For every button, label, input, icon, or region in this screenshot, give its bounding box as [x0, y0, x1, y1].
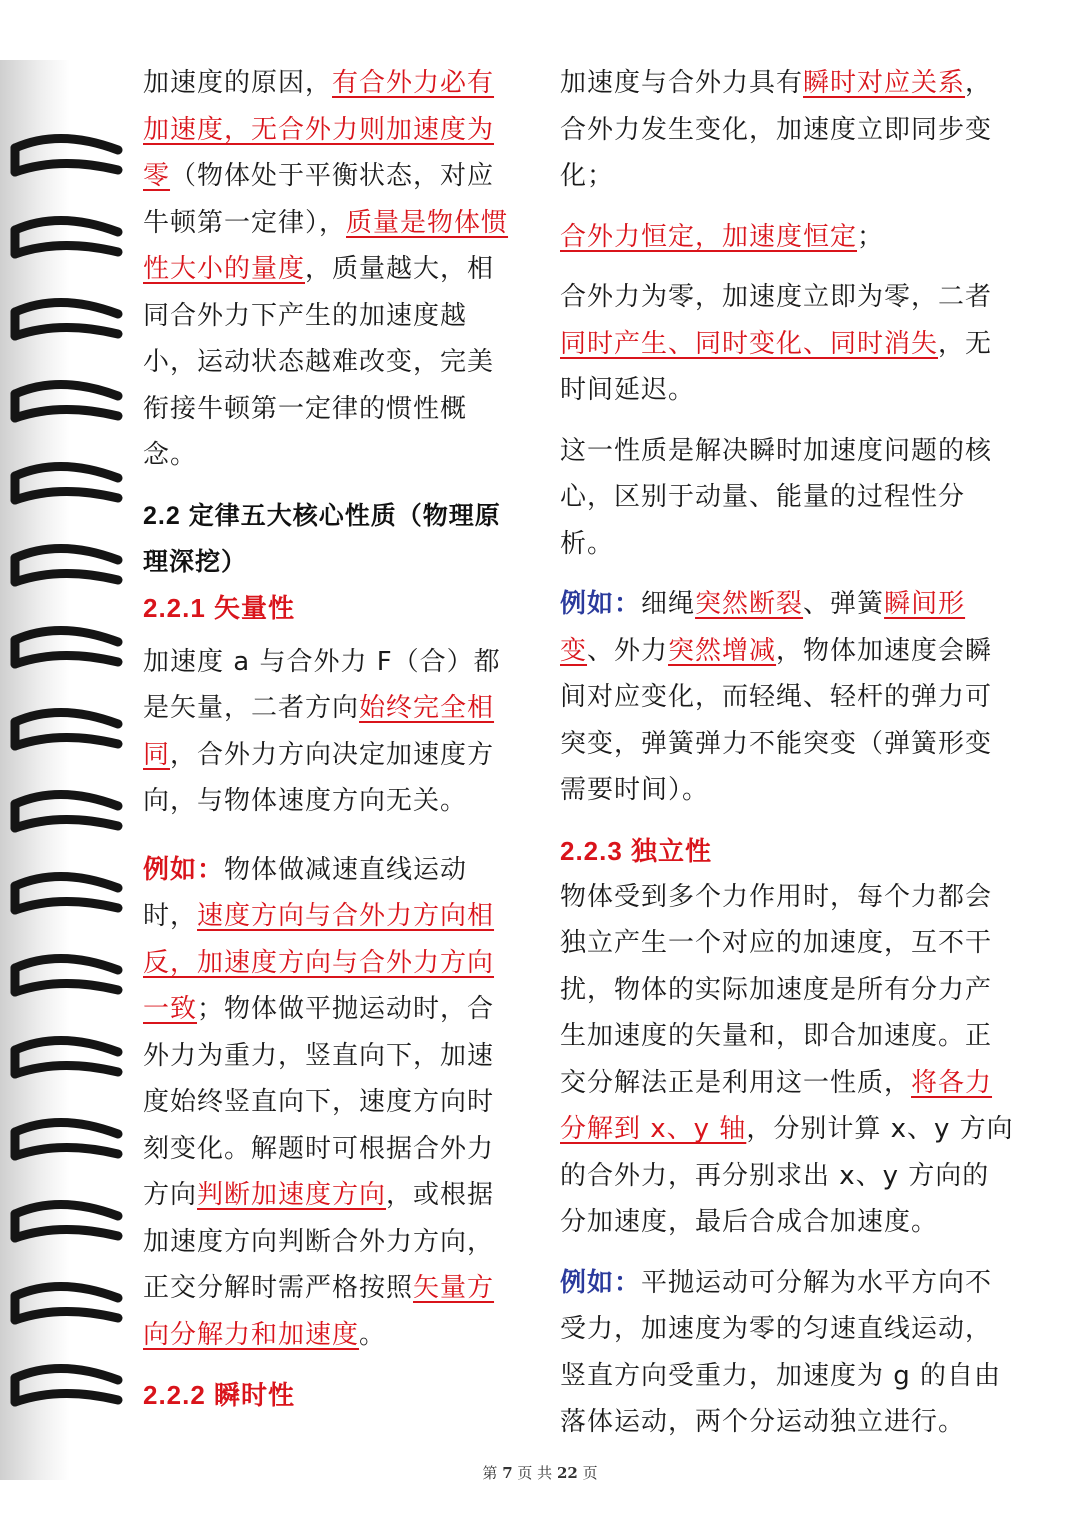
- paragraph-vector-example: [143, 847, 513, 1359]
- text-run: 加速度 a 与合外力 F（合）都是矢量，二者方向: [143, 646, 501, 723]
- text-run: ；物体做平抛运动时，合外力为重力，竖直向下，加速度始终竖直向下，速度方向时刻变化。解题时可根据合外力方向: [143, 994, 495, 1210]
- text-run: ；: [857, 221, 885, 252]
- text-run: ，或根据加速度方向判断合外力方向，正交分解时需严格按照: [143, 1180, 495, 1303]
- highlight-text: 突然断裂: [695, 589, 804, 619]
- spiral-binding-icon: [0, 60, 140, 1480]
- text-run: 物体做减速直线运动时，: [143, 854, 468, 931]
- paragraph-instant-example: [560, 581, 1015, 814]
- left-column: [143, 60, 513, 1418]
- highlight-text: 将各力分解到 x、y 轴: [560, 1067, 993, 1144]
- footer-text: 页: [577, 1464, 598, 1482]
- example-label: 例如：: [143, 854, 225, 885]
- section-heading: 2.2 定律五大核心性质（物理原理深挖）: [143, 501, 501, 576]
- footer-text: 页 共: [512, 1464, 557, 1482]
- paragraph-inertia: [143, 60, 513, 479]
- subsection-heading-independence: 2.2.3 独立性: [560, 835, 713, 866]
- highlight-text: 速度方向与合外力方向相反，加速度方向与合外力方向一致: [143, 901, 495, 1024]
- text-run: ，物体加速度会瞬间对应变化，而轻绳、轻杆的弹力可突变，弹簧弹力不能突变（弹簧形变需要时间）。: [560, 635, 993, 805]
- text-run: 加速度的原因，: [143, 68, 333, 98]
- paragraph-zero: [560, 274, 1015, 414]
- paragraph-constant: [560, 214, 1015, 261]
- subsection-heading-instant: 2.2.2 瞬时性: [143, 1380, 296, 1410]
- subsection-heading-vector: 2.2.1 矢量性: [143, 592, 296, 623]
- highlight-text: 合外力恒定，加速度恒定: [560, 221, 858, 252]
- paragraph-independence: [560, 874, 1015, 1246]
- text-run: 平抛运动可分解为水平方向不受力，加速度为零的匀速直线运动，竖直方向受重力，加速度为 g 的自由落体运动，两个分运动独立进行。: [560, 1267, 1002, 1437]
- current-page-number: 7: [502, 1464, 513, 1482]
- text-run: ，合外力方向决定加速度方向，与物体速度方向无关。: [143, 739, 495, 816]
- text-run: 、外力: [587, 635, 669, 666]
- example-label: 例如：: [560, 1267, 642, 1298]
- footer-text: 第: [482, 1464, 503, 1482]
- highlight-text: 瞬间形变: [560, 589, 966, 666]
- text-run: ，分别计算 x、y 方向的合外力，再分别求出 x、y 方向的分加速度，最后合成合加速度。: [560, 1114, 1014, 1237]
- highlight-text: 突然增减: [668, 635, 777, 666]
- total-pages-number: 22: [556, 1464, 578, 1482]
- text-run: ，质量越大，相同合外力下产生的加速度越小，运动状态越难改变，完美衔接牛顿第一定律的惯性概念。: [143, 254, 495, 470]
- highlight-text: 始终完全相同: [143, 693, 495, 770]
- text-run: 细绳: [641, 589, 696, 619]
- right-column: [560, 60, 1015, 1446]
- paragraph-instant: [560, 60, 1015, 200]
- text-run: 物体受到多个力作用时，每个力都会独立产生一个对应的加速度，互不干扰，物体的实际加速度是所有分力产生加速度的矢量和，即合加速度。正交分解法正是利用这一性质，: [560, 881, 993, 1098]
- highlight-text: 矢量方向分解力和加速度: [143, 1273, 495, 1350]
- highlight-text: 质量是物体惯性大小的量度: [143, 207, 509, 284]
- text-run: 加速度与合外力具有: [560, 68, 804, 98]
- highlight-text: 同时产生、同时变化、同时消失: [560, 328, 939, 359]
- text-run: 合外力为零，加速度立即为零，二者: [560, 282, 993, 312]
- text-run: （物体处于平衡状态，对应牛顿第一定律），: [143, 161, 495, 238]
- paragraph-independence-example: [560, 1260, 1015, 1446]
- example-label: 例如：: [560, 589, 642, 619]
- highlight-text: 瞬时对应关系: [803, 68, 966, 98]
- highlight-text: 有合外力必有加速度，无合外力则加速度为零: [143, 68, 495, 191]
- highlight-text: 判断加速度方向: [197, 1180, 387, 1210]
- page-footer: [0, 1462, 1080, 1483]
- text-run: 。: [359, 1319, 387, 1350]
- paragraph-vector: [143, 639, 513, 825]
- text-run: ，无时间延迟。: [560, 328, 993, 405]
- text-run: 、弹簧: [803, 589, 885, 619]
- text-run: ，合外力发生变化，加速度立即同步变化；: [560, 68, 993, 191]
- paragraph-core: 这一性质是解决瞬时加速度问题的核心，区别于动量、能量的过程性分析。: [560, 435, 993, 559]
